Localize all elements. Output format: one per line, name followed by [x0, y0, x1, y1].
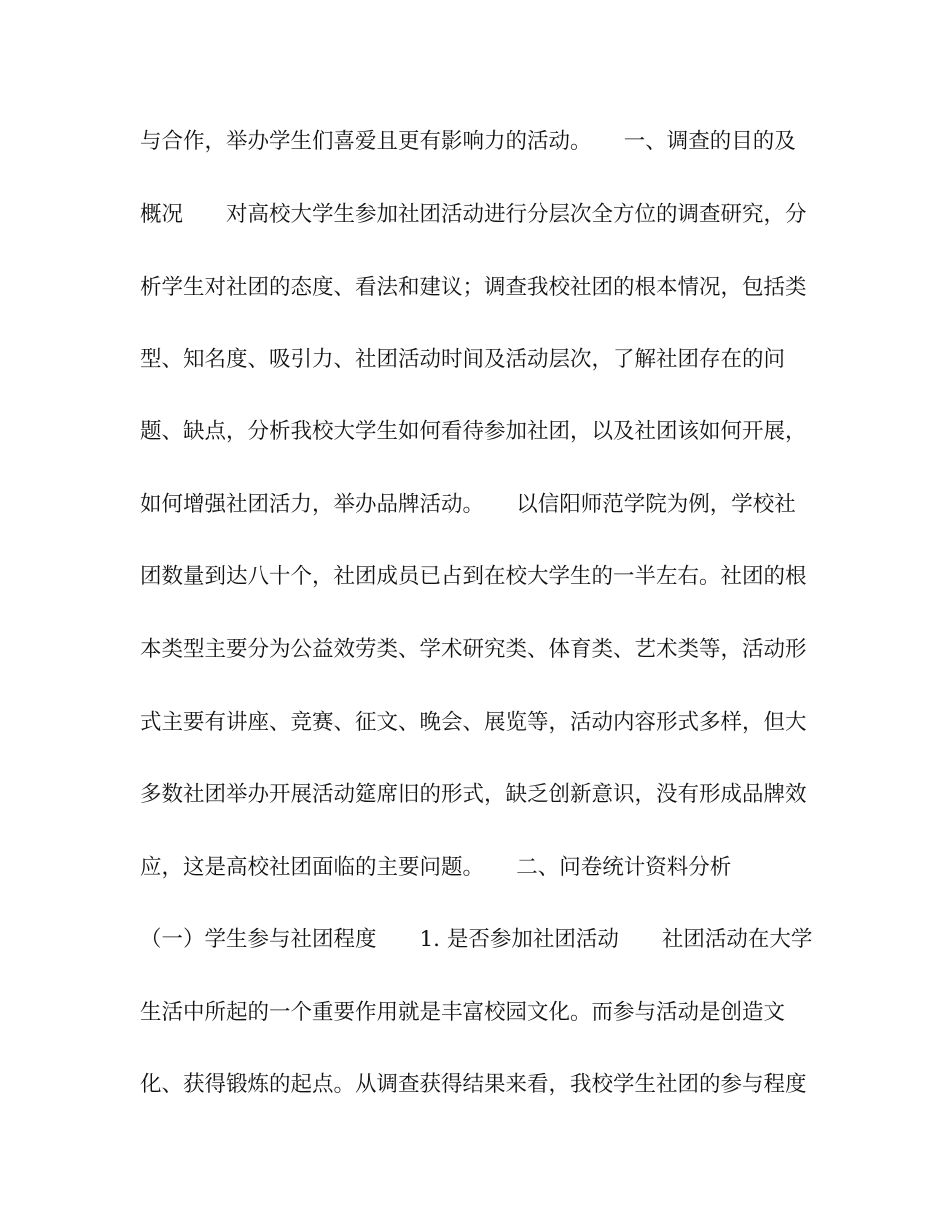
text-line-1: 与合作，举办学生们喜爱且更有影响力的活动。 一、调查的目的及	[140, 129, 796, 154]
text-line-13: 生活中所起的一个重要作用就是丰富校园文化。而参与活动是创造文	[140, 1000, 786, 1025]
text-line-5: 题、缺点，分析我校大学生如何看待参加社团，以及社团该如何开展，	[140, 419, 807, 444]
text-line-2: 概况 对高校大学生参加社团活动进行分层次全方位的调查研究，分	[140, 202, 807, 227]
text-line-12: （一）学生参与社团程度 1. 是否参加社团活动 社团活动在大学	[140, 927, 813, 952]
text-line-8: 本类型主要分为公益效劳类、学术研究类、体育类、艺术类等，活动形	[140, 637, 807, 662]
text-line-14: 化、获得锻炼的起点。从调查获得结果来看，我校学生社团的参与程度	[140, 1072, 807, 1097]
text-line-9: 式主要有讲座、竞赛、征文、晚会、展览等，活动内容形式多样，但大	[140, 710, 807, 735]
text-line-3: 析学生对社团的态度、看法和建议；调查我校社团的根本情况，包括类	[140, 275, 807, 300]
text-line-6: 如何增强社团活力，举办品牌活动。 以信阳师范学院为例，学校社	[140, 492, 796, 517]
text-line-11: 应，这是高校社团面临的主要问题。 二、问卷统计资料分析	[140, 855, 732, 880]
text-line-7: 团数量到达八十个，社团成员已占到在校大学生的一半左右。社团的根	[140, 564, 807, 589]
text-line-4: 型、知名度、吸引力、社团活动时间及活动层次，了解社团存在的问	[140, 347, 786, 372]
text-line-10: 多数社团举办开展活动筵席旧的形式，缺乏创新意识，没有形成品牌效	[140, 782, 807, 807]
